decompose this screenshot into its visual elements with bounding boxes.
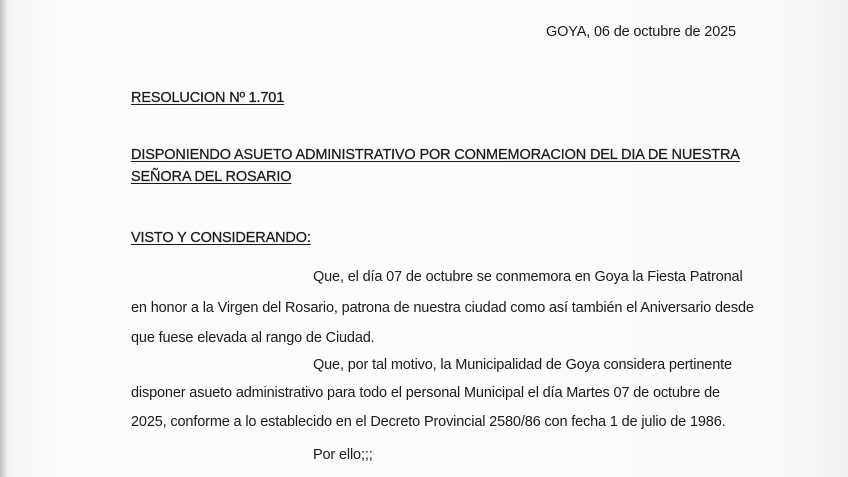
subject-line-2: SEÑORA DEL ROSARIO [131,169,292,185]
place-date: GOYA, 06 de octubre de 2025 [546,24,736,40]
paragraph-2-line-3: 2025, conforme a lo establecido en el Decreto Provincial 2580/86 con fecha 1 de julio de 1986. [131,414,726,430]
paragraph-1-line-2: en honor a la Virgen del Rosario, patrona de nuestra ciudad como así también el Aniversario desde [131,300,754,316]
closing-text: Por ello;;; [313,447,373,463]
resolution-title: RESOLUCION Nº 1.701 [131,90,285,106]
paragraph-1-line-3: que fuese elevada al rango de Ciudad. [131,330,375,346]
subject-line-1: DISPONIENDO ASUETO ADMINISTRATIVO POR CONMEMORACION DEL DIA DE NUESTRA [131,147,740,163]
paragraph-1-line-1: Que, el día 07 de octubre se conmemora en Goya la Fiesta Patronal [313,269,743,285]
paragraph-2-line-1: Que, por tal motivo, la Municipalidad de Goya considera pertinente [313,357,732,373]
paragraph-2-line-2: disponer asueto administrativo para todo el personal Municipal el día Martes 07 de octubre de [131,385,720,401]
section-heading: VISTO Y CONSIDERANDO: [131,230,311,246]
page-edge-shadow [0,0,6,477]
